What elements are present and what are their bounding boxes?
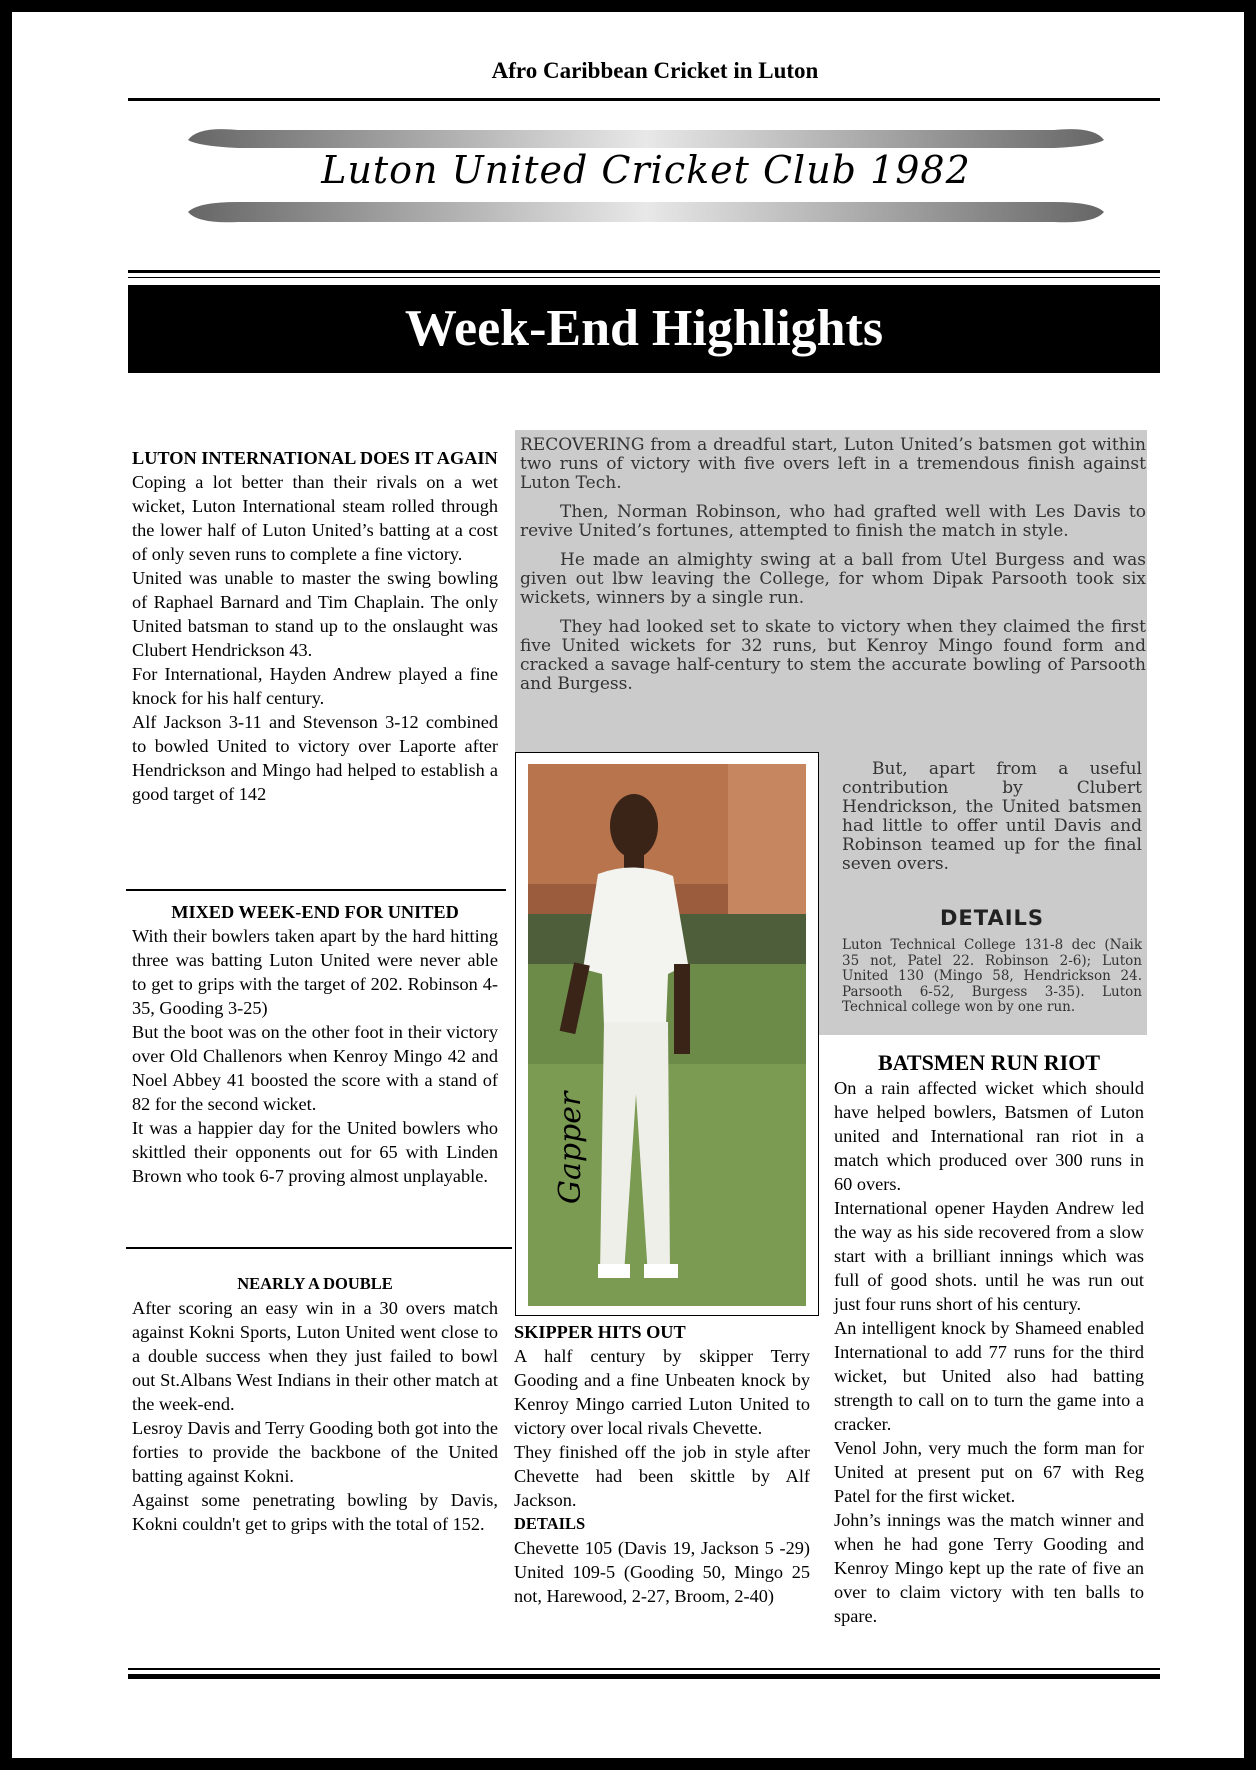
story-paragraph: It was a happier day for the United bowlers who skittled their opponents out for 65 with Linden Brown who took 6-7 proving almost unplayable.: [132, 1118, 498, 1186]
story-paragraph: John’s innings was the match winner and when he had gone Terry Gooding and Kenroy Mingo kept up the rate of five an over to claim victory with ten balls to spare.: [834, 1510, 1144, 1626]
story-paragraph: Lesroy Davis and Terry Gooding both got into the forties to provide the backbone of the United batting against Kokni.: [132, 1418, 498, 1486]
banner-title: Luton United Cricket Club 1982: [321, 148, 971, 192]
story-nearly-double-heading: NEARLY A DOUBLE: [237, 1274, 393, 1293]
clipping-details-heading: DETAILS: [939, 906, 1045, 930]
story-paragraph: Venol John, very much the form man for United at present put on 67 with Reg Patel for the first wicket.: [834, 1438, 1144, 1506]
story-nearly-double: [132, 1272, 498, 1536]
story-skipper-heading: SKIPPER HITS OUT: [514, 1322, 686, 1342]
story-international: [132, 446, 498, 806]
story-paragraph: An intelligent knock by Shameed enabled International to add 77 runs for the third wicket, but United also had batting strength to call on to turn the game into a cracker.: [834, 1318, 1144, 1434]
story-paragraph: International opener Hayden Andrew led the way as his side recovered from a slow start with a brilliant innings which was full of good shots. until he was run out just four runs short of his century.: [834, 1198, 1144, 1314]
story-paragraph: After scoring an easy win in a 30 overs match against Kokni Sports, Luton United went close to a double success when they just failed to bowl out St.Albans West Indians in their other match at the week-end.: [132, 1298, 498, 1414]
header-rule: [128, 98, 1160, 101]
clipping-paragraph: RECOVERING from a dreadful start, Luton United’s batsmen got within two runs of victory with five overs left in a tremendous finish against Luton Tech.: [520, 435, 1146, 493]
story-paragraph: A half century by skipper Terry Gooding and a fine Unbeaten knock by Kenroy Mingo carried Luton United to victory over local rivals Chevette.: [514, 1346, 810, 1438]
story-paragraph: For International, Hayden Andrew played a fine knock for his half century.: [132, 664, 498, 708]
story-run-riot: [834, 1050, 1144, 1628]
clipping-text: [520, 436, 1146, 704]
story-paragraph: Coping a lot better than their rivals on a wet wicket, Luton International steam rolled through the lower half of Luton United’s batting at a cost of only seven runs to complete a fine victory.: [132, 472, 498, 564]
story-paragraph: With their bowlers taken apart by the hard hitting three was batting Luton United were never able to get to grips with the target of 202. Robinson 4-35, Gooding 3-25): [132, 926, 498, 1018]
cricketer-photo: [528, 764, 806, 1306]
clipping-paragraph: But, apart from a useful contribution by Clubert Hendrickson, the United batsmen had little to offer until Davis and Robinson teamed up for the final seven overs.: [842, 759, 1142, 874]
story-paragraph: Against some penetrating bowling by Davis, Kokni couldn't get to grips with the total of 152.: [132, 1490, 498, 1534]
story-paragraph: Alf Jackson 3-11 and Stevenson 3-12 combined to bowled United to victory over Laporte after Hendrickson and Mingo had helped to establish a good target of 142: [132, 712, 498, 804]
headline: Week-End Highlights: [128, 285, 1160, 373]
running-head: Afro Caribbean Cricket in Luton: [491, 58, 819, 83]
clipping-paragraph: Then, Norman Robinson, who had grafted well with Les Davis to revive United’s fortunes, attempted to finish the match in style.: [520, 502, 1146, 541]
clipping-paragraph: He made an almighty swing at a ball from Utel Burgess and was given out lbw leaving the College, for whom Dipak Parsooth took six wickets, winners by a single run.: [520, 550, 1146, 608]
story-paragraph: United was unable to master the swing bowling of Raphael Barnard and Tim Chaplain. The only United batsman to stand up to the onslaught was Clubert Hendrickson 43.: [132, 568, 498, 660]
clipping-side-text: [842, 760, 1142, 884]
column-divider: [126, 889, 506, 891]
story-paragraph: They finished off the job in style after Chevette had been skittle by Alf Jackson.: [514, 1442, 810, 1510]
story-paragraph: But the boot was on the other foot in their victory over Old Challenors when Kenroy Mingo 42 and Noel Abbey 41 boosted the score with a stand of 82 for the second wicket.: [132, 1022, 498, 1114]
story-international-heading: LUTON INTERNATIONAL DOES IT AGAIN: [132, 448, 498, 468]
story-paragraph: On a rain affected wicket which should have helped bowlers, Batsmen of Luton united and International ran riot in a match which produced over 300 runs in 60 overs.: [834, 1078, 1144, 1194]
column-divider: [126, 1247, 512, 1249]
story-mixed-weekend-heading: MIXED WEEK-END FOR UNITED: [171, 902, 459, 922]
story-skipper-details-heading: DETAILS: [514, 1514, 586, 1533]
story-run-riot-heading: BATSMEN RUN RIOT: [877, 1050, 1101, 1075]
headline-rule-top: [128, 270, 1160, 273]
story-details-text: Chevette 105 (Davis 19, Jackson 5 -29) United 109-5 (Gooding 50, Mingo 25 not, Harewood, 2-27, Broom, 2-40): [514, 1538, 810, 1606]
photo-credit: Gapper: [553, 1091, 588, 1204]
clipping-details-text: Luton Technical College 131-8 dec (Naik 35 not, Patel 22. Robinson 2-6); Luton United 130 (Mingo 58, Hendrickson 24. Parsooth 6-52, Burgess 3-35). Luton Technical college won by one run.: [842, 937, 1142, 1015]
story-mixed-weekend: [132, 900, 498, 1188]
footer-rule-thin: [128, 1668, 1160, 1670]
story-skipper: [514, 1320, 810, 1608]
footer-rule-thick: [128, 1674, 1160, 1679]
clipping-paragraph: They had looked set to skate to victory when they claimed the first five United wickets for 32 runs, but Kenroy Mingo found form and cracked a savage half-century to stem the accurate bowling of Parsooth and Burgess.: [520, 617, 1146, 694]
headline-rule-thin: [128, 277, 1160, 278]
